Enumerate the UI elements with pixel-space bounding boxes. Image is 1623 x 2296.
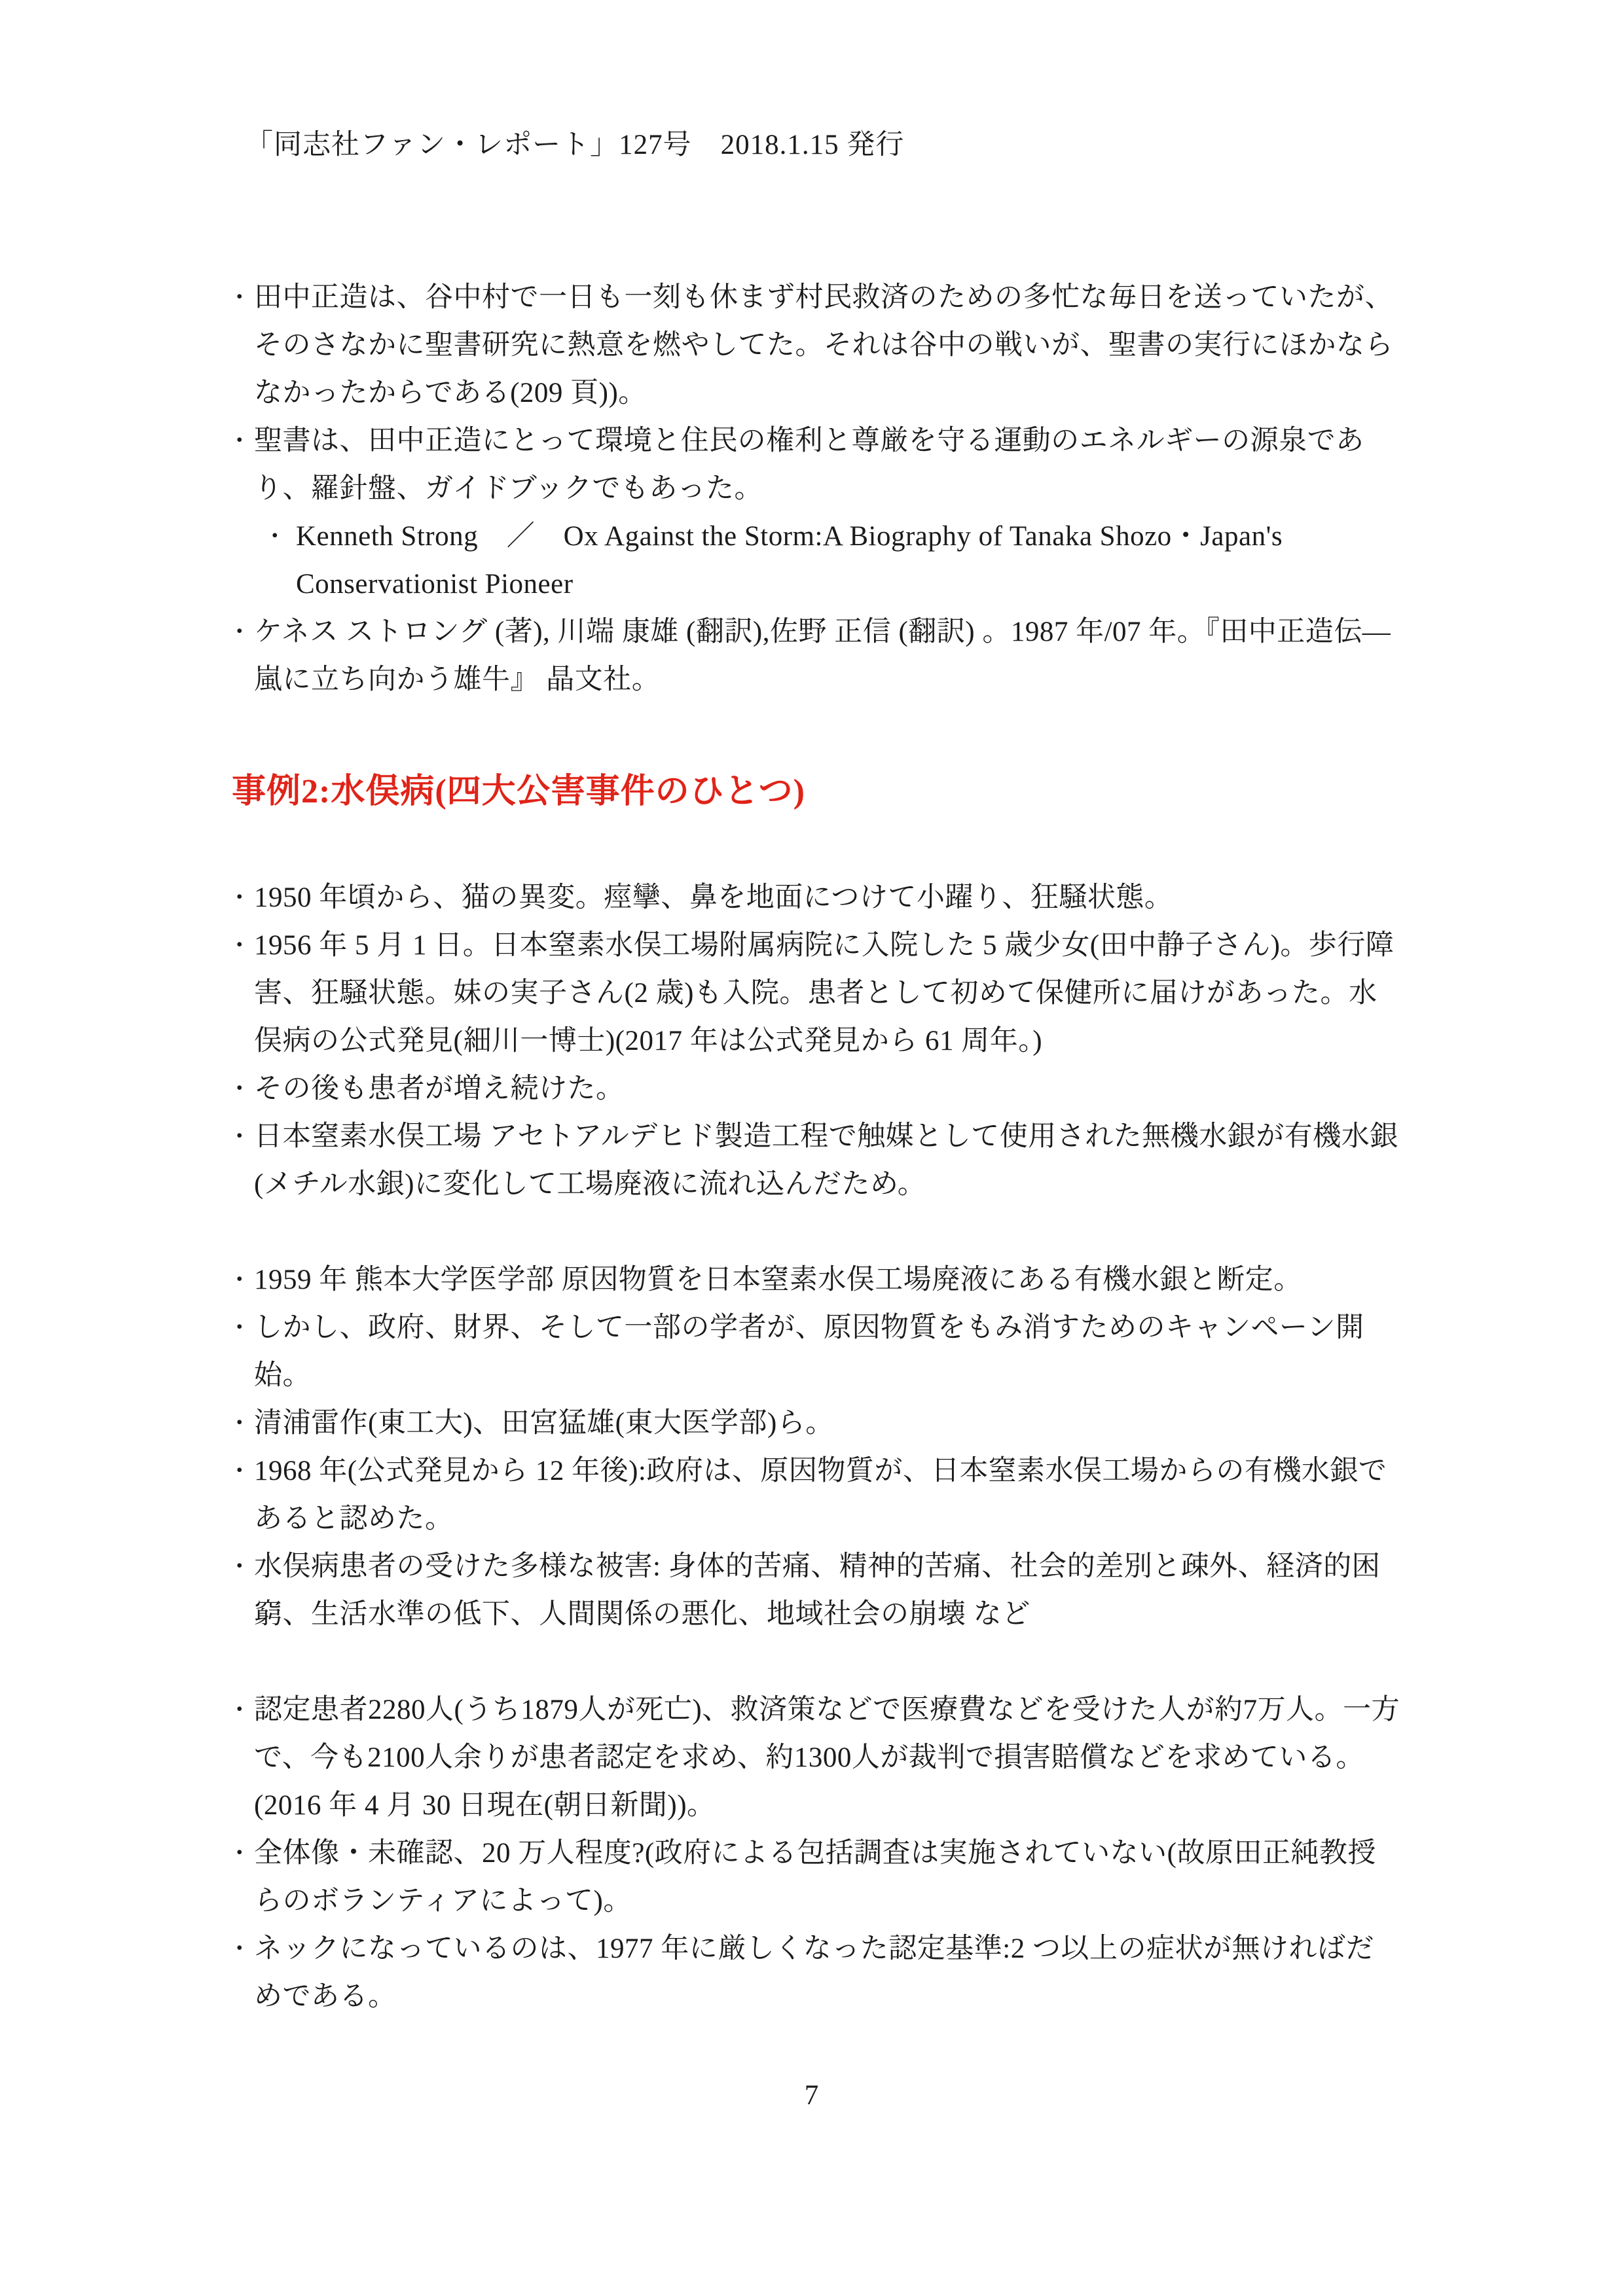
- list-item: [227, 922, 1400, 1065]
- bullet-text: しかし、政府、財界、そして一部の学者が、原因物質をもみ消すためのキャンペーン開始。: [254, 1312, 1364, 1391]
- list-item: [227, 1399, 1400, 1447]
- bullet-icon: ・: [227, 1696, 252, 1723]
- bullet-icon: ・: [227, 427, 252, 454]
- bullet-text: 田中正造は、谷中村で一日も一刻も休まず村民救済のための多忙な毎日を送っていたが、そのさなかに聖書研究に熱意を燃やしてた。それは谷中の戦いが、聖書の実行にほかならなかったからである(209 頁))。: [254, 282, 1393, 408]
- bullet-icon: ・: [263, 523, 287, 549]
- bullet-text: 1956 年 5 月 1 日。日本窒素水俣工場附属病院に入院した 5 歳少女(田中静子さん)。歩行障害、狂騒状態。妹の実子さん(2 歳)も入院。患者として初めて保健所に届けがあった。水俣病の公式発見(細川一博士)(2017 年は公式発見から 61 周年。): [254, 930, 1395, 1056]
- list-item: [227, 1686, 1400, 1829]
- bullet-icon: ・: [227, 1553, 252, 1579]
- document-body: [227, 274, 1400, 2020]
- list-item: [227, 1065, 1400, 1113]
- blank-line: [230, 1208, 1400, 1256]
- list-item: [227, 1256, 1400, 1304]
- list-item: [227, 1304, 1400, 1399]
- bullet-text: ケネス ストロング (著), 川端 康雄 (翻訳),佐野 正信 (翻訳) 。1987 年/07 年。『田中正造伝―嵐に立ち向かう雄牛』 晶文社。: [254, 617, 1391, 695]
- bullet-text: 1950 年頃から、猫の異変。痙攣、鼻を地面につけて小躍り、狂騒状態。: [254, 882, 1173, 913]
- bullet-icon: ・: [227, 932, 252, 958]
- bullet-text: 日本窒素水俣工場 アセトアルデヒド製造工程で触媒として使用された無機水銀が有機水銀(メチル水銀)に変化して工場廃液に流れ込んだため。: [254, 1121, 1398, 1200]
- page-header: 「同志社ファン・レポート」127号 2018.1.15 発行: [245, 130, 905, 160]
- bullet-text: Kenneth Strong ／ Ox Against the Storm:A Biography of Tanaka Shozo・Japan's Conservationist Pioneer: [296, 521, 1283, 600]
- bullet-icon: ・: [227, 1935, 252, 1962]
- bullet-text: ネックになっているのは、1977 年に厳しくなった認定基準:2 つ以上の症状が無ければだめである。: [254, 1933, 1374, 2012]
- bullet-text: 水俣病患者の受けた多様な被害: 身体的苦痛、精神的苦痛、社会的差別と疎外、経済的困窮、生活水準の低下、人間関係の悪化、地域社会の崩壊 など: [254, 1551, 1381, 1630]
- bullet-icon: ・: [227, 1840, 252, 1866]
- list-item: [227, 1543, 1400, 1638]
- bullet-icon: ・: [227, 1123, 252, 1149]
- list-item: [227, 874, 1400, 922]
- list-item: [227, 1829, 1400, 1925]
- bullet-icon: ・: [227, 1314, 252, 1340]
- list-item: [227, 1447, 1400, 1543]
- list-item: [227, 608, 1400, 704]
- section-heading: 事例2:水俣病(四大公害事件のひとつ): [232, 773, 805, 810]
- bullet-text: 清浦雷作(東工大)、田宮猛雄(東大医学部)ら。: [254, 1408, 834, 1439]
- list-item: [227, 1113, 1400, 1208]
- bullet-text: 聖書は、田中正造にとって環境と住民の権利と尊厳を守る運動のエネルギーの源泉であり、羅針盤、ガイドブックでもあった。: [254, 425, 1364, 504]
- bullet-icon: ・: [227, 284, 252, 310]
- bullet-text: 1959 年 熊本大学医学部 原因物質を日本窒素水俣工場廃液にある有機水銀と断定。: [254, 1265, 1302, 1295]
- bullet-text: 1968 年(公式発見から 12 年後):政府は、原因物質が、日本窒素水俣工場からの有機水銀であると認めた。: [254, 1456, 1387, 1534]
- bullet-text: その後も患者が増え続けた。: [254, 1073, 625, 1104]
- blank-line: [230, 1638, 1400, 1686]
- page-number: 7: [804, 2080, 819, 2111]
- bullet-icon: ・: [227, 884, 252, 910]
- bullet-icon: ・: [227, 1266, 252, 1293]
- list-item: [227, 417, 1400, 512]
- bullet-icon: ・: [227, 619, 252, 645]
- list-item-sub: [230, 512, 1400, 608]
- bullet-icon: ・: [227, 1075, 252, 1102]
- list-item: [227, 1925, 1400, 2020]
- bullet-icon: ・: [227, 1458, 252, 1484]
- bullet-icon: ・: [227, 1410, 252, 1436]
- bullet-text: 全体像・未確認、20 万人程度?(政府による包括調査は実施されていない(故原田正純教授らのボランティアによって)。: [254, 1838, 1376, 1916]
- bullet-text: 認定患者2280人(うち1879人が死亡)、救済策などで医療費などを受けた人が約7万人。一方で、今も2100人余りが患者認定を求め、約1300人が裁判で損害賠償などを求めている。(2016 年 4 月 30 日現在(朝日新聞))。: [254, 1695, 1400, 1821]
- list-item: [227, 274, 1400, 417]
